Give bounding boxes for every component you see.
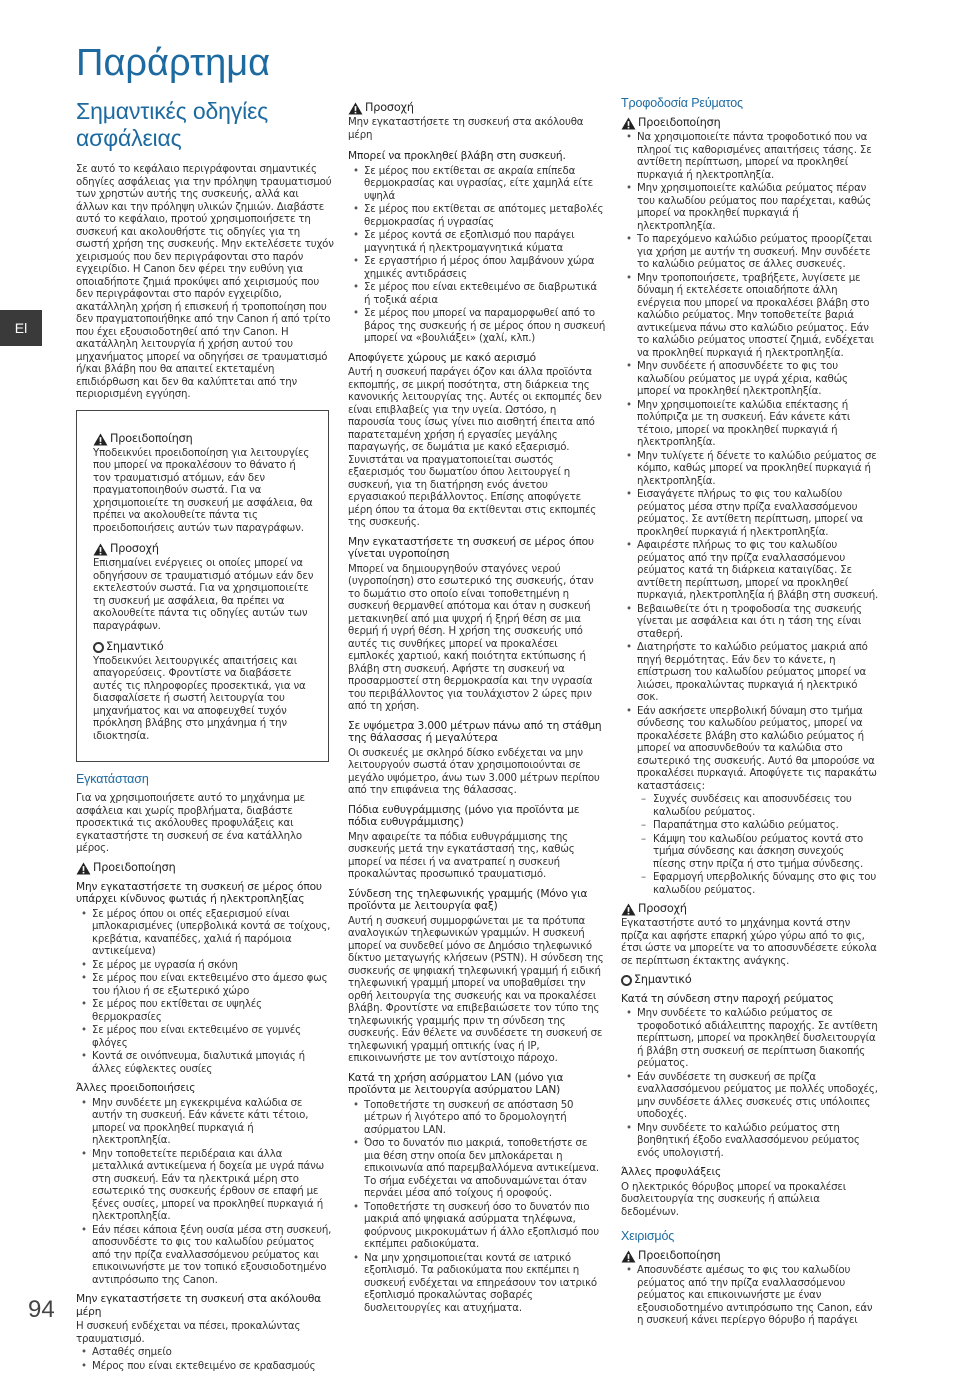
phone-subheading: Σύνδεση της τηλεφωνικής γραμμής (Μόνο για προϊόντα με λειτουργία φαξ) xyxy=(348,887,588,912)
other-precautions-text: Ο ηλεκτρικός θόρυβος μπορεί να προκαλέσει δυσλειτουργία της συσκευής ή απώλεια δεδομένων. xyxy=(621,1181,847,1218)
list-item: • Μέρος που είναι εκτεθειμένο σε κραδασμούς xyxy=(92,1361,334,1374)
list-item: • Σε μέρος που εκτίθεται σε απότομες μεταβολές θερμοκρασίας ή υγρασίας xyxy=(364,204,606,229)
handling-warning-label: Προειδοποίηση xyxy=(621,1250,879,1263)
column-2 xyxy=(348,102,606,1321)
list-item: • Σε μέρος κοντά σε εξοπλισμό που παράγει μαγνητικά ή ηλεκτρομαγνητικά κύματα xyxy=(364,230,606,255)
caution-label: Προσοχή xyxy=(348,102,606,115)
ventilation-subheading: Αποφύγετε χώρους με κακό αερισμό xyxy=(348,351,536,364)
wlan-list xyxy=(348,1100,606,1316)
language-tab: El xyxy=(0,310,42,346)
wlan-subheading: Κατά τη χρήση ασύρματου LAN (μόνο για προϊόντα με λειτουργία ασύρματου LAN) xyxy=(348,1071,564,1096)
list-item: • Εάν ασκήσετε υπερβολική δύναμη στο τμήμα σύνδεσης του καλωδίου ρεύματος, μπορεί να προκαλέσετε βλάβη στο καλώδιο ρεύματος ή μπορεί να αποσυνδεθούν τα καλώδια στο εσωτερικό της συσκευής. Αυτό θα μπορούσε να προκαλέσει πυρκαγιά. Αποφύγετε τις παρακάτω καταστάσεις: xyxy=(637,706,879,794)
other-warnings-subheading: Άλλες προειδοποιήσεις xyxy=(76,1082,196,1094)
ventilation-text: Αυτή η συσκευή παράγει όζον και άλλα προϊόντα εκπομπής, σε μικρή ποσότητα, στη διάρκεια της κανονικής λειτουργίας της. Αυτές οι εκπομπές δεν είναι επιβλαβείς για την υγεία. Ωστόσο, η παρουσία τους ίσως γίνει πιο αισθητή έπειτα από παρατεταμένη χρήση ή εργασίες μεγάλης παραγωγής, σε δωμάτια με κακό εξαερισμό. Συνιστάται να πραγματοποιείται σωστός εξαερισμός του δωματίου όπου λειτουργεί η συσκευή, για τη διατήρηση ενός άνετου εργασιακού περιβάλλοντος. Επίσης αποφύγετε μέρη όπου τα άτομα θα εκτίθενται στις εκπομπές της συσκευής. xyxy=(348,367,602,528)
places-intro: Η συσκευή ενδέχεται να πέσει, προκαλώντας τραυματισμό. xyxy=(76,1321,301,1345)
list-item: • Όσο το δυνατόν πιο μακριά, τοποθετήστε σε μια θέση στην οποία δεν μπλοκάρεται η επικοινωνία από παρεμβαλλόμενα αντικείμενα. Το σήμα ενδέχεται να αποδυναμώνεται όταν περνάει μέσα από τοίχους ή οροφούς. xyxy=(364,1138,606,1201)
list-item: • Αποσυνδέστε αμέσως το φις του καλωδίου ρεύματος από την πρίζα εναλλασσόμενου ρεύματος και επικοινωνήστε με έναν εξουσιοδοτημένο αντιπρόσωπο της Canon, εάν η συσκευή κάνει περίεργο θόρυβο ή παράγει xyxy=(637,1265,879,1328)
caution-icon xyxy=(93,543,108,556)
damage-subheading: Μπορεί να προκληθεί βλάβη στη συσκευή. xyxy=(348,150,566,162)
list-item: • Σε μέρος με υγρασία ή σκόνη xyxy=(92,960,334,973)
list-item: • Μην συνδέετε το καλώδιο ρεύματος στη βοηθητική έξοδο εναλλασσόμενου ρεύματος ενός υπολογιστή. xyxy=(637,1123,879,1161)
condensation-text: Μπορεί να δημιουργηθούν σταγόνες νερού (υγροποίηση) στο εσωτερικό της συσκευής, όταν το δωμάτιο στο οποίο είναι τοποθετημένη η συσκευή θερμανθεί απότομα και όταν η συσκευή μετακινηθεί από μια ψυχρή ή ξηρή θέση σε μια θερμή ή υγρή θέση. Η χρήση της συσκευής υπό αυτές τις συνθήκες μπορεί να προκαλέσει εμπλοκές χαρτιού, κακή ποιότητα εκτύπωσης ή βλάβη στη συσκευή. Αφήστε τη συσκευή να προσαρμοστεί στη θερμοκρασία και την υγρασία του περιβάλλοντος για τουλάχιστον 2 ώρες πριν από τη χρήση. xyxy=(348,563,594,712)
phone-text: Αυτή η συσκευή συμμορφώνεται με τα πρότυπα αναλογικών τηλεφωνικών γραμμών. Η συσκευή μπορεί να συνδεθεί μόνο σε Δημόσιο τηλεφωνικό δίκτυο μεταγωγής κλήσεων (PSTN). Η σύνδεση της συσκευής σε ψηφιακή τηλεφωνική γραμμή ή ειδική τηλεφωνική γραμμή μπορεί να υποβαθμίσει την ορθή λειτουργία της συσκευής και να προκαλέσει βλάβη. Φροντίστε να επιβεβαιώσετε τον τύπο της τηλεφωνικής γραμμής πριν τη σύνδεση της συσκευής. Εάν θέλετε να συνδέσετε τη συσκευή σε τηλεφωνική γραμμή οπτικής ίνας ή IP, επικοινωνήστε με τον αντίστοιχο πάροχο. xyxy=(348,915,604,1064)
fire-subheading: Μην εγκαταστήσετε τη συσκευή σε μέρος όπου υπάρχει κίνδυνος φωτιάς ή ηλεκτροπληξίας xyxy=(76,880,322,905)
list-item: • Εισαγάγετε πλήρως το φις του καλωδίου ρεύματος μέσα στην πρίζα εναλλασσόμενου ρεύματος. Σε αντίθετη περίπτωση, μπορεί να προκληθεί πυρκαγιά ή ηλεκτροπληξία. xyxy=(637,489,879,539)
legend-box xyxy=(76,410,329,763)
caution-icon xyxy=(348,102,363,115)
feet-subheading: Πόδια ευθυγράμμισης (μόνο για προϊόντα με πόδια ευθυγράμμισης) xyxy=(348,803,580,828)
list-item: • Μην τυλίγετε ή δένετε το καλώδιο ρεύματος σε κόμπο, καθώς μπορεί να προκληθεί πυρκαγιά ή ηλεκτροπληξία. xyxy=(637,451,879,489)
list-item: • Τοποθετήστε τη συσκευή σε απόσταση 50 μέτρων ή λιγότερο από το δρομολογητή ασύρματου LAN. xyxy=(364,1100,606,1138)
connection-list xyxy=(621,1008,879,1160)
caution-icon xyxy=(621,903,636,916)
list-item: • Το παρεχόμενο καλώδιο ρεύματος προορίζεται για χρήση με αυτήν τη συσκευή. Μην συνδέετε το καλώδιο ρεύματος σε άλλες συσκευές. xyxy=(637,234,879,272)
power-important-label: Σημαντικό xyxy=(621,974,879,987)
list-item: • Ασταθές σημείο xyxy=(92,1347,334,1360)
list-item: – Παραπάτημα στο καλώδιο ρεύματος. xyxy=(653,820,879,833)
list-item: • Εάν συνδέσετε τη συσκευή σε πρίζα εναλλασσόμενου ρεύματος με πολλές υποδοχές, μην συνδέσετε άλλες συσκευές στις υπόλοιπες υποδοχές. xyxy=(637,1072,879,1122)
legend-caution-text: Επισημαίνει ενέργειες οι οποίες μπορεί να οδηγήσουν σε τραυματισμό ατόμων εάν δεν εκτελεστούν σωστά. Για να χρησιμοποιείτε τη συσκευή με ασφάλεια, θα πρέπει να ακολουθείτε πάντα τις οδηγίες αυτών των παραγράφων. xyxy=(93,558,314,632)
feet-text: Μην αφαιρείτε τα πόδια ευθυγράμμισης της συσκευής μετά την εγκατάστασή της, καθώς μπορεί να πέσει ή να ανατραπεί η συσκευή προκαλώντας προσωπικό τραυματισμό. xyxy=(348,831,575,880)
important-icon xyxy=(621,975,632,986)
places-list xyxy=(76,1347,334,1373)
legend-warning-text: Υποδεικνύει προειδοποίηση για λειτουργίες που μπορεί να προκαλέσουν το θάνατο ή τον τραυματισμό ατόμων, εάν δεν πραγματοποιηθούν σωστά. Για να χρησιμοποιείτε τη συσκευή με ασφάλεια, θα πρέπει να ακολουθείτε πάντα τις προειδοποιήσεις αυτών των παραγράφων. xyxy=(93,447,313,534)
list-item: – Εφαρμογή υπερβολικής δύναμης στο φις του καλωδίου ρεύματος. xyxy=(653,872,879,897)
install-warning-label: Προειδοποίηση xyxy=(76,862,334,875)
list-item: – Κάμψη του καλωδίου ρεύματος κοντά στο τμήμα σύνδεσης και άσκηση συνεχούς πίεσης στην πρίζα ή στο τμήμα σύνδεσης. xyxy=(653,834,879,872)
list-item: • Τοποθετήστε τη συσκευή όσο το δυνατόν πιο μακριά από ψηφιακά ασύρματα τηλέφωνα, φούρνους μικροκυμάτων ή άλλο εξοπλισμό που εκπέμπει ραδιοκύματα. xyxy=(364,1202,606,1252)
list-item: • Κοντά σε οινόπνευμα, διαλυτικά μπογιάς ή άλλες εύφλεκτες ουσίες xyxy=(92,1051,334,1076)
column-1 xyxy=(76,98,334,1379)
caution-subheading: Μην εγκαταστήσετε τη συσκευή στα ακόλουθα μέρη xyxy=(348,117,584,141)
install-intro: Για να χρησιμοποιήσετε αυτό το μηχάνημα με ασφάλεια και χωρίς προβλήματα, διαβάστε προσεκτικά τις ακόλουθες προφυλάξεις και εγκαταστήστε τη συσκευή σε ένα κατάλληλο μέρος. xyxy=(76,793,305,854)
list-item: • Σε μέρος που είναι εκτεθειμένο στο άμεσο φως του ήλιου ή σε εξωτερικό χώρο xyxy=(92,973,334,998)
list-item: • Μην χρησιμοποιείτε καλώδια επέκτασης ή πολύπριζα με τη συσκευή. Εάν κάνετε κάτι τέτοιο, μπορεί να προκληθεί πυρκαγιά ή ηλεκτροπληξία. xyxy=(637,400,879,450)
power-warning-label: Προειδοποίηση xyxy=(621,117,879,130)
list-item: • Μην χρησιμοποιείτε καλώδια ρεύματος πέραν του καλωδίου ρεύματος που παρέχεται, καθώς μπορεί να προκληθεί πυρκαγιά ή ηλεκτροπληξία. xyxy=(637,183,879,233)
power-list xyxy=(621,132,879,793)
power-caution-text: Εγκαταστήστε αυτό το μηχάνημα κοντά στην πρίζα και αφήστε επαρκή χώρο γύρω από το φις, έτσι ώστε να μπορείτε να το αποσυνδέσετε εύκολα σε περίπτωση έκτακτης ανάγκης. xyxy=(621,918,877,967)
list-item: • Εάν πέσει κάποια ξένη ουσία μέσα στη συσκευή, αποσυνδέστε το φις του καλωδίου ρεύματος από την πρίζα εναλλασσόμενου ρεύματος και επικοινωνήστε με τον τοπικό εξουσιοδοτημένο αντιπρόσωπο της Canon. xyxy=(92,1225,334,1288)
list-item: • Σε μέρος που είναι εκτεθειμένο σε γυμνές φλόγες xyxy=(92,1025,334,1050)
altitude-text: Οι συσκευές με σκληρό δίσκο ενδέχεται να μην λειτουργούν σωστά όταν χρησιμοποιούνται σε μεγάλο υψόμετρο, άνω των 3.000 μέτρων περίπου από την επιφάνεια της θάλασσας. xyxy=(348,747,600,796)
list-item: • Μην συνδέετε μη εγκεκριμένα καλώδια σε αυτήν τη συσκευή. Εάν κάνετε κάτι τέτοιο, μπορεί να προκληθεί πυρκαγιά ή ηλεκτροπληξία. xyxy=(92,1098,334,1148)
power-dash-list xyxy=(621,794,879,897)
list-item: • Σε εργαστήριο ή μέρος όπου λαμβάνουν χώρα χημικές αντιδράσεις xyxy=(364,256,606,281)
other-precautions-subheading: Άλλες προφυλάξεις xyxy=(621,1166,722,1178)
damage-list xyxy=(348,166,606,346)
safety-intro: Σε αυτό το κεφάλαιο περιγράφονται σημαντικές οδηγίες ασφάλειας για την πρόληψη τραυματισμού των χρηστών αυτής της συσκευής, αλλά και άλλων και την πρόληψη υλικών ζημιών. Διαβάστε αυτό το κεφάλαιο, προτού χρησιμοποιήσετε τη συσκευή και ακολουθήστε τις οδηγίες για τη σωστή χρήση της συσκευής. Μην εκτελέσετε τυχόν χειρισμούς που δεν περιγράφονται στο παρόν εγχειρίδιο. Η Canon δεν φέρει την ευθύνη για οποιαδήποτε ζημιά προκύψει από χειρισμούς που δεν περιγράφονται στο παρόν εγχειρίδιο, ακατάλληλη χρήση ή επισκευή ή τροποποίηση που δεν πραγματοποιήθηκε από την Canon ή από τρίτο που έχει εξουσιοδοτηθεί από την Canon. Η ακατάλληλη λειτουργία ή χρήση αυτού του μηχανήματος μπορεί να οδηγήσει σε τραυματισμό ή/και βλάβη που θα απαιτεί εκτεταμένη επιδιόρθωση και δεν θα καλύπτεται από την περιορισμένη εγγύηση. xyxy=(76,164,334,400)
page-number: 94 xyxy=(28,1296,55,1323)
list-item: • Μην τροποποιήσετε, τραβήξετε, λυγίσετε με δύναμη ή εκτελέσετε οποιαδήποτε άλλη ενέργεια που μπορεί να προκαλέσει βλάβη στο καλώδιο ρεύματος. Μην τοποθετείτε βαριά αντικείμενα πάνω στο καλώδιο ρεύματος. Εάν το καλώδιο ρεύματος υποστεί ζημιά, ενδέχεται να προκληθεί πυρκαγιά ή ηλεκτροπληξία. xyxy=(637,273,879,361)
condensation-subheading: Μην εγκαταστήσετε τη συσκευή σε μέρος όπου γίνεται υγροποίηση xyxy=(348,535,594,560)
list-item: • Μην συνδέετε το καλώδιο ρεύματος σε τροφοδοτικό αδιάλειπτης παροχής. Σε αντίθετη περίπτωση, μπορεί να προκληθεί δυσλειτουργία ή βλάβη στη συσκευή σε περίπτωση διακοπής ρεύματος. xyxy=(637,1008,879,1071)
warning-icon xyxy=(621,117,636,130)
important-icon xyxy=(93,642,104,653)
warning-icon xyxy=(76,862,91,875)
legend-important-text: Υποδεικνύει λειτουργικές απαιτήσεις και απαγορεύσεις. Φροντίστε να διαβάσετε αυτές τις πληροφορίες προσεκτικά, για να διασφαλίσετε ή σωστή λειτουργία του μηχανήματος και να αποφευχθεί τυχόν πρόκληση βλάβης στο μηχάνημα ή την ιδιοκτησία. xyxy=(93,655,306,742)
page-title: Παράρτημα xyxy=(76,42,271,84)
list-item: • Να μην χρησιμοποιείται κοντά σε ιατρικό εξοπλισμό. Τα ραδιοκύματα που εκπέμπει η συσκευή ενδέχεται να επηρεάσουν τον ιατρικό εξοπλισμό προκαλώντας σοβαρές δυσλειτουργίες και ατυχήματα. xyxy=(364,1253,606,1316)
legend-important-label: Σημαντικό xyxy=(93,641,314,654)
warning-icon xyxy=(93,433,108,446)
list-item: • Να χρησιμοποιείτε πάντα τροφοδοτικό που να πληροί τις καθορισμένες απαιτήσεις τάσης. Σε αντίθετη περίπτωση, μπορεί να προκληθεί πυρκαγιά ή ηλεκτροπληξία. xyxy=(637,132,879,182)
list-item: • Σε μέρος που εκτίθεται σε υψηλές θερμοκρασίες xyxy=(92,999,334,1024)
connection-subheading: Κατά τη σύνδεση στην παροχή ρεύματος xyxy=(621,992,834,1005)
safety-heading: Σημαντικές οδηγίες ασφάλειας xyxy=(76,98,269,151)
places-subheading: Μην εγκαταστήσετε τη συσκευή στα ακόλουθα μέρη xyxy=(76,1293,321,1318)
list-item: – Συχνές συνδέσεις και αποσυνδέσεις του καλωδίου ρεύματος. xyxy=(653,794,879,819)
list-item: • Μην τοποθετείτε περιδέραια και άλλα μεταλλικά αντικείμενα ή δοχεία με υγρά πάνω στη συσκευή. Εάν τα ηλεκτρικά μέρη στο εσωτερικό της συσκευής έρθουν σε επαφή με ξένες ουσίες, μπορεί να προκληθεί πυρκαγιά ή ηλεκτροπληξία. xyxy=(92,1149,334,1224)
list-item: • Αφαιρέστε πλήρως το φις του καλωδίου ρεύματος από την πρίζα εναλλασσόμενου ρεύματος κατά τη διάρκεια καταιγίδας. Σε αντίθετη περίπτωση, μπορεί να προκληθεί πυρκαγιά, ηλεκτροπληξία ή βλάβη στη συσκευή. xyxy=(637,540,879,603)
install-heading: Εγκατάσταση xyxy=(76,772,149,786)
legend-warning-label: Προειδοποίηση xyxy=(93,433,314,446)
list-item: • Βεβαιωθείτε ότι η τροφοδοσία της συσκευής γίνεται με ασφάλεια και ότι η τάση της είναι σταθερή. xyxy=(637,604,879,642)
power-heading: Τροφοδοσία Ρεύματος xyxy=(621,96,743,110)
list-item: • Σε μέρος όπου οι οπές εξαερισμού είναι μπλοκαρισμένες (υπερβολικά κοντά σε τοίχους, κρεβάτια, καναπέδες, χαλιά ή παρόμοια αντικείμενα) xyxy=(92,909,334,959)
other-warnings-list xyxy=(76,1098,334,1288)
list-item: • Σε μέρος που εκτίθεται σε ακραία επίπεδα θερμοκρασίας και υγρασίας, είτε χαμηλά είτε υψηλά xyxy=(364,166,606,204)
handling-heading: Χειρισμός xyxy=(621,1229,675,1243)
handling-list xyxy=(621,1265,879,1328)
list-item: • Σε μέρος που μπορεί να παραμορφωθεί από το βάρος της συσκευής ή σε μέρος όπου η συσκευή μπορεί να «βουλιάξει» (χαλί, κλπ.) xyxy=(364,308,606,346)
list-item: • Διατηρήστε το καλώδιο ρεύματος μακριά από πηγή θερμότητας. Εάν δεν το κάνετε, η επίστρωση του καλωδίου ρεύματος μπορεί να λιώσει, προκαλώντας πυρκαγιά ή ηλεκτρικό σοκ. xyxy=(637,642,879,705)
power-caution-label: Προσοχή xyxy=(621,903,879,916)
altitude-subheading: Σε υψόμετρα 3.000 μέτρων πάνω από τη στάθμη της θάλασσας ή μεγαλύτερα xyxy=(348,719,602,744)
legend-caution-label: Προσοχή xyxy=(93,543,314,556)
list-item: • Μην συνδέετε ή αποσυνδέετε το φις του καλωδίου ρεύματος με υγρά χέρια, καθώς μπορεί να προκληθεί ηλεκτροπληξία. xyxy=(637,361,879,399)
column-3 xyxy=(621,96,879,1334)
list-item: • Σε μέρος που είναι εκτεθειμένο σε διαβρωτικά ή τοξικά αέρια xyxy=(364,282,606,307)
warning-icon xyxy=(621,1250,636,1263)
fire-list xyxy=(76,909,334,1077)
